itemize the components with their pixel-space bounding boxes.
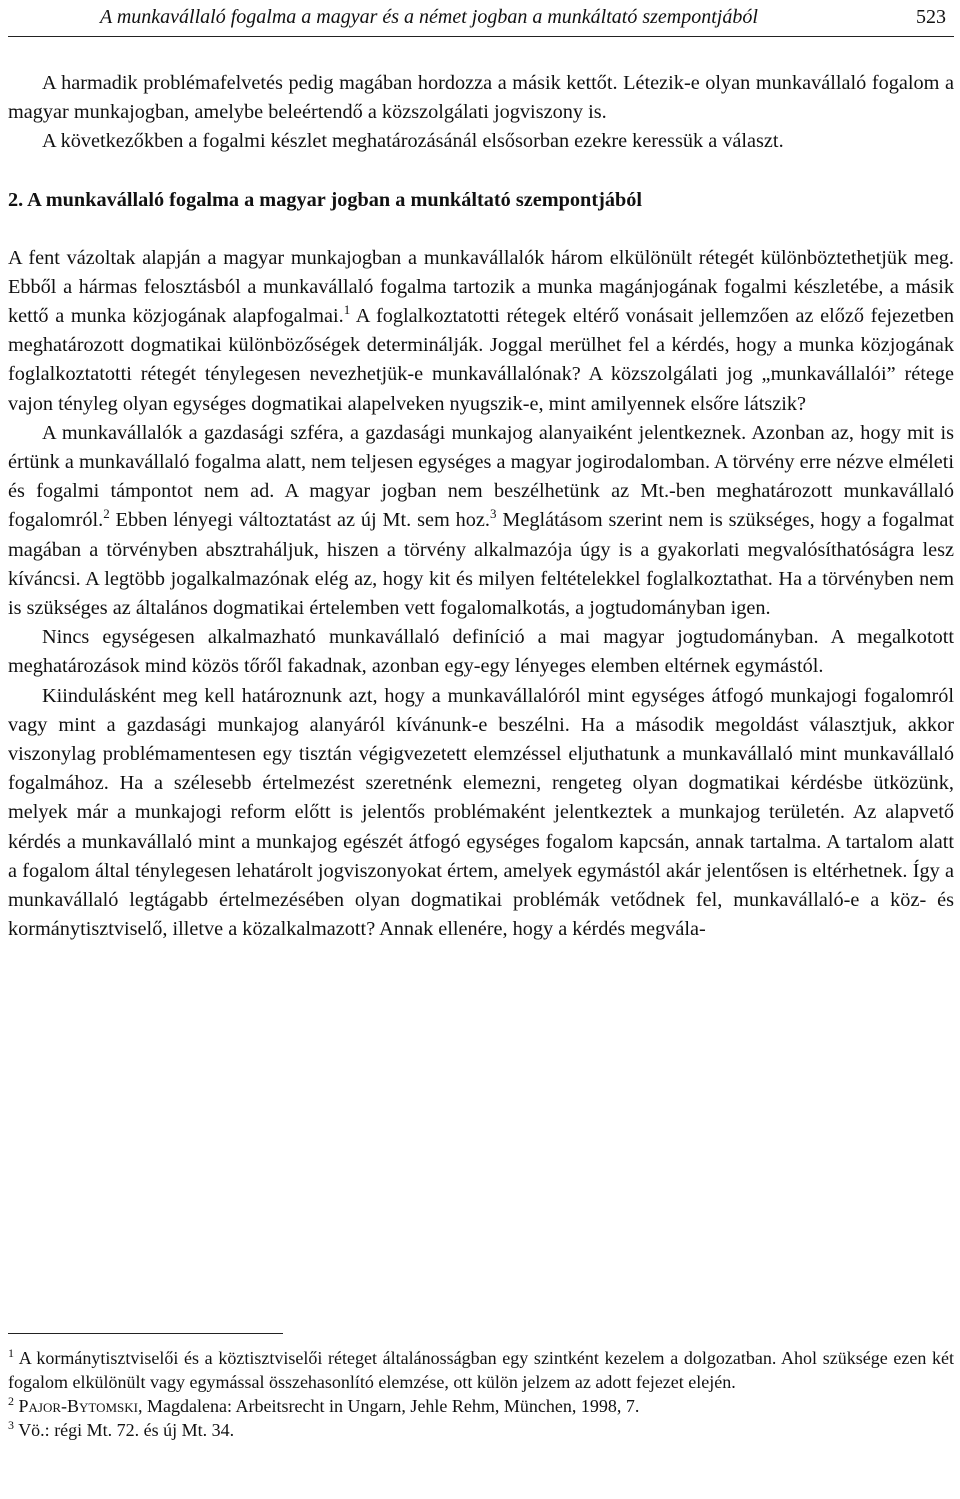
- page: [8, 0, 954, 944]
- footnote-2-author: Pajor-Bytomski: [18, 1396, 139, 1416]
- footnotes: [8, 1333, 954, 1442]
- paragraph-4-text-c: Meglátásom szerint nem is szükséges, hogy a fogalmat magában a törvényben absztraháljuk, hiszen a törvény alkalmazója úgy is a gyakorlati megvalósíthatóságra lesz kíváncsi. A legtöbb jogalkalmazónak elég az, hogy kit és milyen feltételekkel foglalkoztathat. Ha a törvényben nem is szükséges az általános dogmatikai értelemben vett fogalomalkotás, a jogtudományban igen.: [8, 509, 954, 620]
- footnote-2: [8, 1394, 954, 1418]
- footnote-1: [8, 1346, 954, 1394]
- footnote-rule: [8, 1333, 283, 1334]
- footnote-ref-1[interactable]: 1: [343, 302, 351, 318]
- section-heading: 2. A munkavállaló fogalma a magyar jogban a munkáltató szempontjából: [8, 188, 643, 211]
- running-title: A munkavállaló fogalma a magyar és a német jogban a munkáltató szempontjából: [100, 6, 758, 28]
- footnote-2-text: , Magdalena: Arbeitsrecht in Ungarn, Jehle Rehm, München, 1998, 7.: [138, 1396, 640, 1416]
- page-number: 523: [916, 6, 946, 28]
- paragraph-4-text-b: Ebben lényegi változtatást az új Mt. sem hoz.: [109, 509, 490, 532]
- paragraph-3-text-b: A foglalkoztatotti rétegek eltérő vonásait jellemzően az előző fejezetben meghatározott dogmatikai különbözőségek determinálják. Joggal merülhet fel a kérdés, hogy a munka közjogának foglalkoztatotti rétegét ténylegesen nevezhetjük-e munkavállalónak? A közszolgálati jog „munkavállalói” rétege vajon tényleg olyan egységes dogmatikai alapelveken nyugszik-e, mint amilyennek elsőre látszik?: [8, 305, 954, 415]
- footnote-ref-3[interactable]: 3: [490, 506, 497, 522]
- footnote-ref-2[interactable]: 2: [103, 506, 110, 522]
- footnote-2-number: 2: [8, 1394, 14, 1408]
- paragraph-6: Kiindulásként meg kell határoznunk azt, hogy a munkavállalóról mint egységes átfogó munkajogi fogalomról vagy mint a gazdasági munkajog alanyáról kívánunk-e beszélni. Ha a második megoldást választjuk, akkor viszonylag problémamentesen egy tisztán végigvezetett elemzéssel eljuthatunk a munkavállaló mint munkavállaló fogalmához. Ha a szélesebb értelmezést szeretnénk elemezni, rengeteg olyan dogmatikai kérdésbe ütközünk, melyek már a munkajogi reform előtt is jelentős problémaként jelentkeztek a munkajog területén. Az alapvető kérdés a munkavállaló mint a munkajog egészét átfogó egységes fogalom kapcsán, annak tartalma. A tartalom alatt a fogalom által ténylegesen lehatárolt jogviszonyokat értem, amelyek egymástól akár jelentősen is eltérhetnek. Így a munkavállaló legtágabb értelmezésében olyan dogmatikai problémák vetődnek fel, munkavállaló-e a köz- és kormánytisztviselő, illetve a közalkalmazott? Annak ellenére, hogy a kérdés megvála-: [8, 684, 954, 941]
- footnote-1-text: A kormánytisztviselői és a köztisztviselői réteget általánosságban egy szintként kezelem a dolgozatban. Ahol szüksége ezen két fogalom elkülönült vagy egymással összehasonlító elemzése, ott külön jelzem az adott fejezet elején.: [8, 1348, 954, 1392]
- paragraph-5: Nincs egységesen alkalmazható munkavállaló definíció a mai magyar jogtudományban. A megalkotott meghatározások mind közös tőről fakadnak, azonban egy-egy lényeges elemben eltérnek egymástól.: [8, 626, 954, 678]
- paragraph-1: A harmadik problémafelvetés pedig magában hordozza a másik kettőt. Létezik-e olyan munkavállaló fogalom a magyar munkajogban, amelybe beleértendő a közszolgálati jogviszony is.: [8, 72, 954, 124]
- running-header: [8, 0, 954, 30]
- footnote-3-number: 3: [8, 1418, 14, 1432]
- footnote-3-text: Vö.: régi Mt. 72. és új Mt. 34.: [18, 1420, 235, 1440]
- paragraph-4-text-a: A munkavállalók a gazdasági szféra, a gazdasági munkajog alanyaiként jelentkeznek. Azonban az, hogy mit is értünk a munkavállaló fogalma alatt, nem teljesen egységes a magyar jogirodalomban. A törvény erre nézve elméleti és fogalmi támpontot nem ad. A magyar jogban nem beszélhetünk az Mt.-ben meghatározott munkavállaló fogalomról.: [8, 421, 954, 532]
- footnote-3: [8, 1418, 954, 1442]
- paragraph-3: [8, 244, 954, 419]
- paragraph-2: A következőkben a fogalmi készlet meghatározásánál elsősorban ezekre keressük a választ.: [42, 130, 784, 153]
- body-text: [8, 69, 954, 944]
- header-rule: [8, 36, 954, 37]
- paragraph-3-text-a: A fent vázoltak alapján a magyar munkajogban a munkavállalók három elkülönült rétegét különböztethetjük meg. Ebből a hármas felosztásból a munkavállaló fogalma tartozik a munka magánjogának fogalmi készletébe, a másik kettő a munka közjogának alapfogalmai.: [8, 246, 954, 328]
- paragraph-4: [8, 419, 954, 623]
- footnote-1-number: 1: [8, 1346, 14, 1360]
